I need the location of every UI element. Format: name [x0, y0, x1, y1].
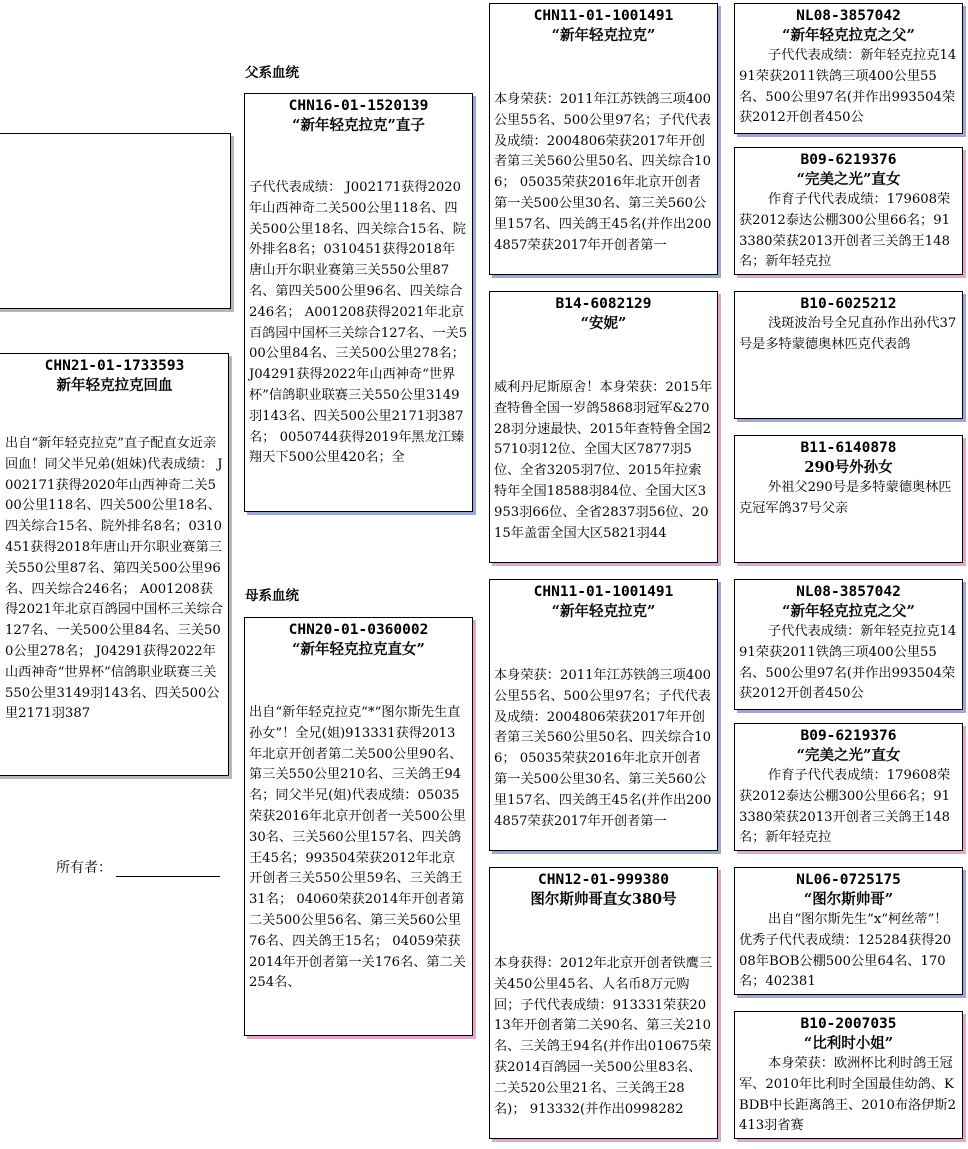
dds-name: “图尔斯帅哥”: [803, 891, 894, 908]
dam-text: 出自“新年轻克拉克”*“图尔斯先生直孙女”！全兄(姐)913331获得2013年北京开创者第二关500公里90名、第三关550公里210名、三关鸽王94名；同父半兄(姐)代表成绩：05035荣获2016年北京开创者一关500公里30名、三关560公里157名、四关鸽王45名；993504荣获2012年北京开创者三关550公里59名、三关鸽王31名； 04060荣获2014年开创者第二关500公里56名、第三关560公里76名、四关鸽王15名； 04059荣获2014年开创者第一关176名、第二关254名、: [249, 705, 466, 991]
ddd-id: B10-2007035: [800, 1016, 897, 1032]
owner-label: 所有者：: [56, 860, 112, 876]
sss-card: [734, 3, 963, 134]
sire-sire-name: “新年轻克拉克”: [551, 27, 656, 44]
owner-field: [56, 857, 220, 877]
subject-name: 新年轻克拉克回血: [56, 377, 173, 394]
dam-card: [244, 617, 473, 1036]
sire-name: “新年轻克拉克”直子: [292, 117, 425, 134]
dam-name: “新年轻克拉克直女”: [292, 641, 425, 658]
sdd-card: [734, 435, 963, 563]
dam-sire-id: CHN11-01-1001491: [533, 584, 674, 600]
sire-text: 子代代表成绩： J002171获得2020年山西神奇二关500公里118名、四关500公里18名、四关综合15名、院外排名8名；0310451获得2018年唐山开尔职业赛第三关550公里87名、第四关500公里96名、四关综合246名； A001208获得2021年北京百鸽园中国杯三关综合127名、一关500公里84名、三关500公里278名； J04291获得2022年山西神奇“世界杯”信鸽职业联赛三关550公里3149羽143名、四关500公里2171羽387名； 0050744获得2019年黑龙江臻翔天下500公里420名；全: [249, 180, 468, 466]
subject-id: CHN21-01-1733593: [44, 358, 185, 374]
dds-text: 出自“图尔斯先生”x“柯丝蒂”！优秀子代代表成绩：125284获得2008年BOB公棚500公里64名、170名；402381: [739, 912, 952, 990]
sire-sire-card: [489, 3, 718, 275]
sire-sire-id: CHN11-01-1001491: [533, 8, 674, 24]
sire-dam-id: B14-6082129: [555, 296, 652, 312]
dss-card: [734, 579, 963, 710]
dam-dam-text: 本身获得：2012年北京开创者铁鹰三关450公里45名、人名币8万元购回；子代代表成绩：913331荣获2013年开创者第二关90名、第三关210名、三关鸽王94名(并作出010675荣获2014百鸽园一关500公里83名、二关520公里21名、三关鸽王28名)； 913332(并作出0998282: [494, 956, 713, 1117]
dds-card: [734, 867, 963, 995]
sire-dam-text: 威利丹尼斯原舍！本身荣获：2015年查特鲁全国一岁鸽5868羽冠军&27028羽分速最快、2015年查特鲁全国25710羽12位、全国大区7877羽5位、全省3205羽7位、2015年拉索特年全国18588羽84位、全国大区3953羽66位、全省2837羽56位、2015年盖雷全国大区5821羽44: [494, 380, 713, 541]
sire-line-label: 父系血统: [245, 65, 299, 81]
sire-id: CHN16-01-1520139: [288, 98, 429, 114]
subject-card: [0, 353, 229, 776]
dss-text: 子代代表成绩：新年轻克拉克1491荣获2011铁鸽三项400公里55名、500公里97名(并作出993504荣获2012开创者450公: [739, 624, 957, 702]
sire-dam-card: [489, 291, 718, 563]
dds-id: NL06-0725175: [796, 872, 901, 888]
ssd-id: B09-6219376: [800, 152, 897, 168]
dam-sire-name: “新年轻克拉克”: [551, 603, 656, 620]
ssd-text: 作育子代代表成绩：179608荣获2012泰达公棚300公里66名；913380荣获2013开创者三关鸽王148名；新年轻克拉: [739, 192, 951, 270]
sire-sire-text: 本身荣获：2011年江苏铁鸽三项400公里55名、500公里97名；子代代表及成绩：2004806荣获2017年开创者第三关560公里50名、四关综合106； 05035荣获2016年北京开创者第一关500公里30名、第三关560公里157名、四关鸽王45名(并作出2004857荣获2017年开创者第一: [494, 92, 712, 253]
dsd-text: 作育子代代表成绩：179608荣获2012泰达公棚300公里66名；913380荣获2013开创者三关鸽王148名；新年轻克拉: [739, 768, 951, 846]
ssd-name: “完美之光”直女: [796, 171, 901, 188]
sds-id: B10-6025212: [800, 296, 897, 312]
dsd-name: “完美之光”直女: [796, 747, 901, 764]
sds-text: 浅斑波治号全兄直孙作出孙代37号是多特蒙德奥林匹克代表鸽: [739, 316, 957, 352]
photo-box: [0, 133, 231, 309]
dam-dam-card: [489, 867, 718, 1139]
sdd-id: B11-6140878: [800, 440, 897, 456]
subject-text: 出自“新年轻克拉克”直子配直女近亲回血！同父半兄弟(姐妹)代表成绩： J002171获得2020年山西神奇二关500公里118名、四关500公里18名、四关综合15名、院外排名8名；0310451获得2018年唐山开尔职业赛第三关550公里87名、第四关500公里96名、四关综合246名； A001208获得2021年北京百鸽园中国杯三关综合127名、一关500公里84名、三关500公里278名； J04291获得2022年山西神奇“世界杯”信鸽职业联赛三关550公里3149羽143名、四关500公里2171羽387: [5, 436, 224, 722]
dam-dam-name: 图尔斯帅哥直女380号: [530, 891, 677, 908]
dam-line-label: 母系血统: [245, 588, 299, 604]
sdd-text: 外祖父290号是多特蒙德奥林匹克冠军鸽37号父亲: [739, 480, 952, 516]
dss-id: NL08-3857042: [796, 584, 901, 600]
dss-name: “新年轻克拉克之父”: [782, 603, 915, 620]
owner-line[interactable]: [116, 862, 220, 877]
sss-name: “新年轻克拉克之父”: [782, 27, 915, 44]
sdd-name: 290号外孙女: [804, 459, 893, 476]
sire-dam-name: “安妮”: [580, 315, 627, 332]
dam-sire-card: [489, 579, 718, 851]
ssd-card: [734, 147, 963, 275]
dsd-card: [734, 723, 963, 851]
dsd-id: B09-6219376: [800, 728, 897, 744]
ddd-text: 本身荣获：欧洲杯比利时鸽王冠军、2010年比利时全国最佳幼鸽、KBDB中长距离鸽王、2010布洛伊斯2413羽省赛: [739, 1056, 956, 1134]
ddd-name: “比利时小姐”: [803, 1035, 894, 1052]
dam-dam-id: CHN12-01-999380: [538, 872, 669, 888]
dam-sire-text: 本身荣获：2011年江苏铁鸽三项400公里55名、500公里97名；子代代表及成绩：2004806荣获2017年开创者第三关560公里50名、四关综合106； 05035荣获2016年北京开创者第一关500公里30名、第三关560公里157名、四关鸽王45名(并作出2004857荣获2017年开创者第一: [494, 668, 712, 829]
dam-id: CHN20-01-0360002: [288, 622, 429, 638]
sss-text: 子代代表成绩：新年轻克拉克1491荣获2011铁鸽三项400公里55名、500公里97名(并作出993504荣获2012开创者450公: [739, 48, 957, 126]
ddd-card: [734, 1011, 963, 1139]
sds-card: [734, 291, 963, 419]
sss-id: NL08-3857042: [796, 8, 901, 24]
sire-card: [244, 93, 473, 512]
